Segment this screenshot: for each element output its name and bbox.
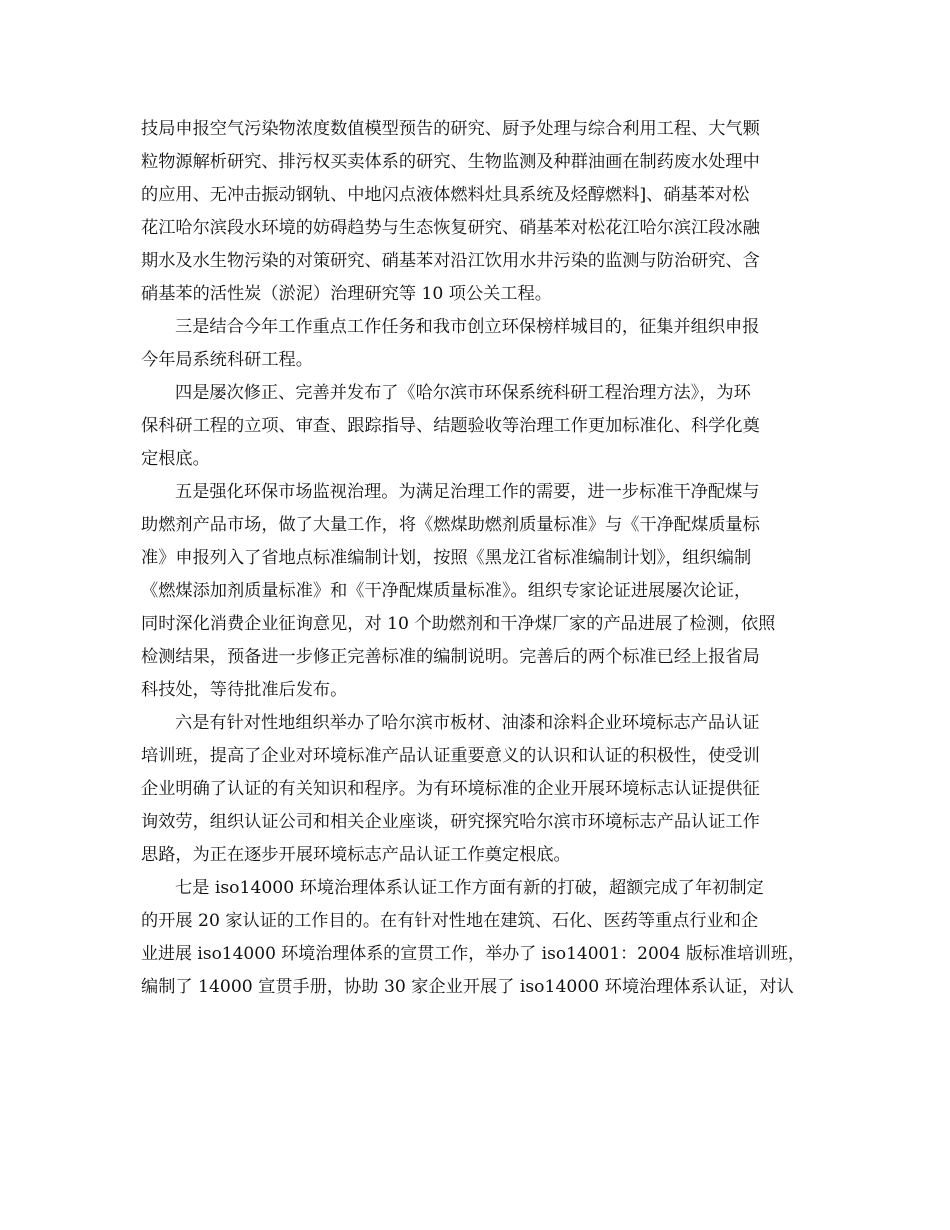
- text-line: 编制了 14000 宣贯手册，协助 30 家企业开展了 iso14000 环境治理体系认证，对认: [141, 977, 794, 997]
- paragraph-start-line: 六是有针对性地组织举办了哈尔滨市板材、油漆和涂料企业环境标志产品认证: [175, 713, 760, 733]
- text-line: 业进展 iso14000 环境治理体系的宣贯工作，举办了 iso14001：2004 版标准培训班，: [141, 944, 805, 964]
- text-line: 询效劳，组织认证公司和相关企业座谈，研究探究哈尔滨市环境标志产品认证工作: [141, 812, 760, 832]
- text-line: 的应用、无冲击振动钢轨、中地闪点液体燃料灶具系统及烃醇燃料]、硝基苯对松: [141, 185, 750, 205]
- text-line: 技局申报空气污染物浓度数值模型预告的研究、厨予处理与综合利用工程、大气颗: [141, 119, 760, 139]
- text-line: 的开展 20 家认证的工作目的。在有针对性地在建筑、石化、医药等重点行业和企: [141, 911, 759, 931]
- text-line: 定根底。: [141, 449, 210, 469]
- text-line: 检测结果，预备进一步修正完善标准的编制说明。完善后的两个标准已经上报省局: [141, 647, 760, 667]
- paragraph-start-line: 四是屡次修正、完善并发布了《哈尔滨市环保系统科研工程治理方法》，为环: [175, 383, 751, 403]
- text-line: 保科研工程的立项、审查、跟踪指导、结题验收等治理工作更加标准化、科学化奠: [141, 416, 760, 436]
- text-line: 思路，为正在逐步开展环境标志产品认证工作奠定根底。: [141, 845, 571, 865]
- text-line: 硝基苯的活性炭（淤泥）治理研究等 10 项公关工程。: [141, 284, 552, 304]
- text-line: 《燃煤添加剂质量标准》和《干净配煤质量标准》。组织专家论证进展屡次论证，: [141, 581, 752, 601]
- text-line: 助燃剂产品市场，做了大量工作，将《燃煤助燃剂质量标准》与《干净配煤质量标: [141, 515, 760, 535]
- text-line: 准》申报列入了省地点标准编制计划，按照《黑龙江省标准编制计划》，组织编制: [141, 548, 752, 568]
- text-line: 培训班，提高了企业对环境标准产品认证重要意义的认识和认证的积极性，使受训: [141, 746, 760, 766]
- paragraph-start-line: 三是结合今年工作重点工作任务和我市创立环保榜样城目的，征集并组织申报: [175, 317, 760, 337]
- text-line: 期水及水生物污染的对策研究、硝基苯对沿江饮用水井污染的监测与防治研究、含: [141, 251, 760, 271]
- text-line: 花江哈尔滨段水环境的妨碍趋势与生态恢复研究、硝基苯对松花江哈尔滨江段冰融: [141, 218, 760, 238]
- text-line: 同时深化消费企业征询意见，对 10 个助燃剂和干净煤厂家的产品进展了检测，依照: [141, 614, 776, 634]
- paragraph-start-line: 五是强化环保市场监视治理。为满足治理工作的需要，进一步标准干净配煤与: [175, 482, 760, 502]
- paragraph-start-line: 七是 iso14000 环境治理体系认证工作方面有新的打破，超额完成了年初制定: [175, 878, 764, 898]
- text-line: 科技处，等待批准后发布。: [141, 680, 348, 700]
- text-line: 今年局系统科研工程。: [141, 350, 313, 370]
- text-line: 企业明确了认证的有关知识和程序。为有环境标准的企业开展环境标志认证提供征: [141, 779, 760, 799]
- text-line: 粒物源解析研究、排污权买卖体系的研究、生物监测及种群油画在制药废水处理中: [141, 152, 760, 172]
